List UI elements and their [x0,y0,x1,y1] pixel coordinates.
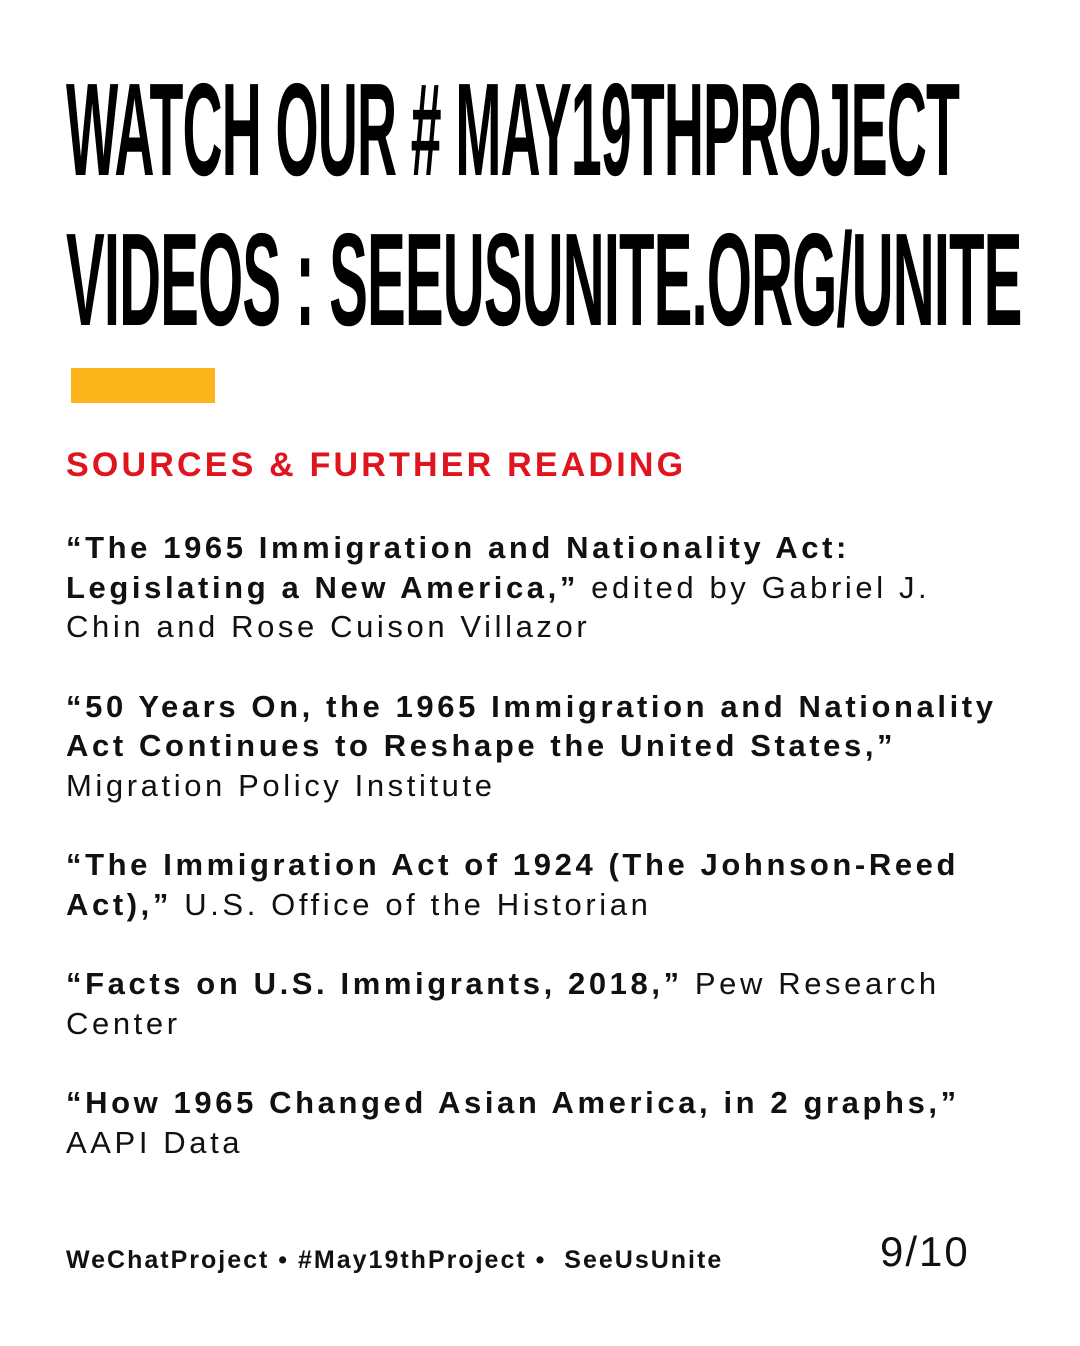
source-attribution: AAPI Data [66,1124,244,1160]
source-attribution: U.S. Office of the Historian [172,886,652,922]
source-title: “How 1965 Changed Asian America, in 2 graphs,” [66,1085,960,1120]
page-number: 9/10 [880,1228,970,1275]
headline-line-2: VIDEOS : SEEUSUNITE.ORG/UNITE [66,206,1022,353]
source-title: “The 1965 Immigration and Nationality Act: Legislating a New America,” [66,530,850,605]
footer-hashtags: WeChatProject • #May19thProject • SeeUsUnite [66,1246,724,1274]
source-title: “The Immigration Act of 1924 (The Johnson-Reed Act),” [66,847,960,922]
source-item [66,964,1006,1043]
source-title: “50 Years On, the 1965 Immigration and Nationality Act Continues to Reshape the United States,” [66,688,997,763]
sources-list [66,528,1006,1202]
source-item [66,845,1006,924]
source-item [66,1083,1006,1162]
source-title: “Facts on U.S. Immigrants, 2018,” [66,966,683,1001]
section-title: SOURCES & FURTHER READING [66,446,687,484]
source-item [66,528,1006,647]
accent-bar [71,368,215,403]
source-attribution: edited by Gabriel J. Chin and Rose Cuison Villazor [66,569,931,644]
headline-line-1: WATCH OUR # MAY19THPROJECT [66,56,960,203]
source-attribution: Pew Research Center [66,966,940,1041]
source-item [66,687,1006,806]
source-attribution: Migration Policy Institute [66,767,496,803]
